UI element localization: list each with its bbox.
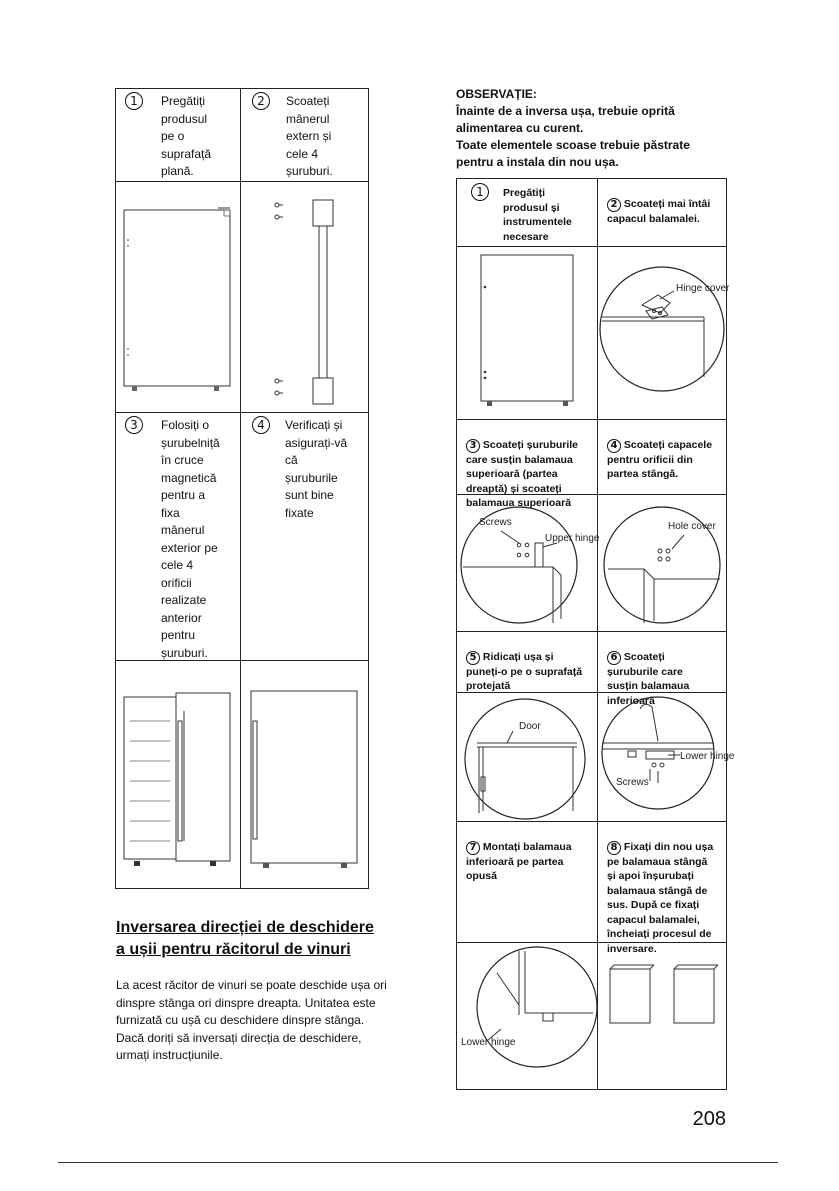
right-step-1 [457, 179, 598, 247]
label-hole-cover: Hole cover [668, 521, 716, 532]
label-screws-2: Screws [616, 777, 649, 788]
r-step-number-6: 6 [607, 651, 621, 665]
label-lower-hinge-2: Lower hinge [461, 1037, 516, 1048]
left-image-open-fridge [116, 661, 241, 889]
right-image-6 [598, 693, 735, 822]
r-step-number-1: 1 [471, 183, 489, 201]
right-step-6-text [607, 635, 689, 708]
fridge-open-door-illustration [116, 661, 241, 888]
label-screws: Screws [479, 517, 512, 528]
right-step-3-label: Scoateți șuruburile care susțin balamaua superioară (partea dreaptă) și scoateți balamaua superioară [466, 438, 579, 509]
right-step-5-text [466, 635, 582, 694]
right-step-3-text [466, 423, 578, 511]
door-illustration [457, 693, 598, 821]
label-lower-hinge: Lower hinge [680, 751, 735, 762]
left-image-closed-fridge [241, 661, 369, 889]
hole-cover-illustration [598, 495, 727, 631]
right-step-5 [457, 632, 598, 693]
right-step-5-label: Ridicați ușa și puneți-o pe o suprafață protejată [466, 650, 583, 692]
right-step-2-text [607, 182, 710, 226]
right-step-4-text [607, 423, 712, 482]
step-number-4: 4 [252, 416, 270, 434]
upper-hinge-illustration [457, 495, 598, 631]
r-step-number-7: 7 [466, 841, 480, 855]
right-step-8 [598, 822, 727, 955]
r-step-number-4: 4 [607, 439, 621, 453]
right-step-8-label: Fixați din nou ușa pe balamaua stângă și apoi înșurubați balamaua stângă de sus. După ce fixați capacul balamalei, încheiați procesul de inversare. [607, 840, 714, 955]
page-number: 208 [692, 1108, 726, 1130]
section-heading: Inversarea direcției de deschidere a ușii pentru răcitorul de vinuri [116, 919, 374, 958]
right-step-6 [598, 632, 727, 707]
left-step-1-text: Pregătiți produsul pe o suprafață plană. [161, 94, 212, 178]
left-instructions-table [115, 88, 369, 889]
left-step-4 [241, 413, 369, 661]
right-image-7 [457, 943, 598, 1090]
right-image-8 [598, 943, 727, 1090]
note-line-2: Toate elementele scoase trebuie păstrate pentru a instala din nou ușa. [456, 138, 690, 169]
right-step-4 [598, 420, 727, 495]
right-image-2 [598, 247, 730, 420]
right-step-6-label: Scoateți șuruburile care susțin balamaua inferioară [607, 650, 690, 707]
lower-hinge-illustration [598, 693, 735, 821]
left-step-3 [116, 413, 241, 661]
step-number-2: 2 [252, 92, 270, 110]
lower-hinge-opposite-illustration [457, 943, 598, 1089]
right-image-3 [457, 495, 598, 632]
footer-rule [58, 1162, 778, 1163]
r-step-number-5: 5 [466, 651, 480, 665]
r-step-number-3: 3 [466, 439, 480, 453]
note-line-1: Înainte de a inversa ușa, trebuie oprită alimentarea cu curent. [456, 104, 675, 135]
r-step-number-2: 2 [607, 198, 621, 212]
left-step-4-text: Verificați și asigurați-vă că șuruburile sunt bine fixate [285, 418, 348, 520]
right-step-2 [598, 179, 727, 247]
right-image-1 [457, 247, 598, 420]
section-paragraph: La acest răcitor de vinuri se poate deschide ușa ori dinspre stânga ori dinspre dreapta. Unitatea este furnizată cu ușă cu deschidere dinspre stânga. Dacă doriți să inversați direcția de deschidere, urmați instrucțiunile. [116, 978, 387, 1062]
label-upper-hinge: Upper hinge [545, 533, 600, 544]
left-step-3-text: Folosiți o șurubelniță în cruce magnetică pentru a fixa mânerul exterior pe cele 4 orificii realizate anterior pentru șuruburi. [161, 418, 220, 660]
hinge-cover-illustration [598, 247, 730, 419]
handle-and-screws-illustration [241, 182, 369, 412]
note-block [456, 86, 726, 171]
left-step-1 [116, 89, 241, 182]
right-image-4 [598, 495, 727, 632]
left-image-fridge [116, 182, 241, 413]
finished-units-illustration [598, 943, 727, 1089]
left-image-handle [241, 182, 369, 413]
product-front-illustration [457, 247, 598, 419]
right-image-5 [457, 693, 598, 822]
fridge-closed-illustration [241, 661, 369, 888]
r-step-number-8: 8 [607, 841, 621, 855]
right-step-7-text [466, 825, 572, 884]
right-step-3 [457, 420, 598, 509]
right-step-7 [457, 822, 598, 943]
right-step-8-text [607, 825, 713, 956]
fridge-front-illustration [116, 182, 241, 412]
label-hinge-cover: Hinge cover [676, 283, 730, 294]
left-step-2-text: Scoateți mânerul extern și cele 4 șuruburi. [286, 94, 333, 178]
step-number-3: 3 [125, 416, 143, 434]
right-instructions-table [456, 178, 735, 1090]
right-step-1-text: Pregătiți produsul și instrumentele necesare [503, 187, 572, 243]
step-number-1: 1 [125, 92, 143, 110]
label-door: Door [519, 721, 541, 732]
left-step-2 [241, 89, 369, 182]
right-step-7-label: Montați balamaua inferioară pe partea opusă [466, 840, 572, 882]
right-step-2-label: Scoateți mai întâi capacul balamalei. [607, 197, 711, 225]
note-title: OBSERVAȚIE: [456, 87, 537, 101]
right-step-4-label: Scoateți capacele pentru orificii din partea stângă. [607, 438, 713, 480]
